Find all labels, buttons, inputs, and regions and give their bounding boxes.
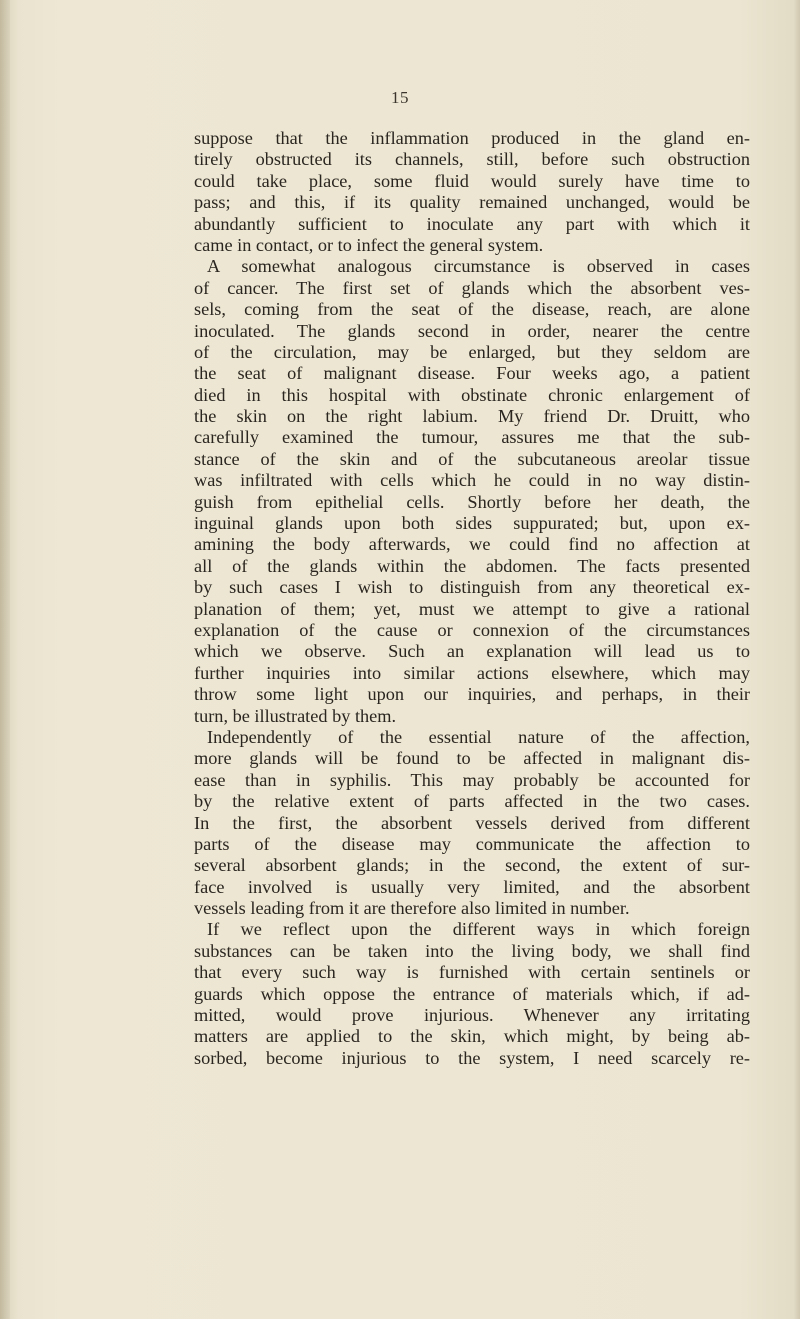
text-line: carefully examined the tumour, assures me that the sub- — [194, 427, 750, 448]
text-line: parts of the disease may communicate the affection to — [194, 833, 750, 854]
text-line: sels, coming from the seat of the disease, reach, are alone — [194, 299, 750, 320]
text-line: throw some light upon our inquiries, and perhaps, in their — [194, 684, 750, 705]
text-line: Independently of the essential nature of the affection, — [207, 726, 750, 747]
text-line: If we reflect upon the different ways in which foreign — [207, 919, 750, 940]
text-line: inoculated. The glands second in order, nearer the centre — [194, 320, 750, 341]
page-number: 15 — [391, 88, 409, 107]
body-text — [194, 128, 750, 1069]
text-line: turn, be illustrated by them. — [194, 705, 397, 726]
text-line: planation of them; yet, must we attempt to give a rational — [194, 598, 750, 619]
text-line: matters are applied to the skin, which might, by being ab- — [194, 1026, 750, 1047]
text-line: by the relative extent of parts affected in the two cases. — [194, 791, 750, 812]
text-line: by such cases I wish to distinguish from any theoretical ex- — [194, 577, 750, 598]
text-line: was infiltrated with cells which he could in no way distin- — [194, 470, 750, 491]
page-gutter-left — [0, 0, 10, 1319]
text-line: substances can be taken into the living body, we shall find — [194, 940, 750, 961]
text-line: could take place, some fluid would surely have time to — [194, 170, 750, 191]
text-line: sorbed, become injurious to the system, I need scarcely re- — [194, 1047, 750, 1068]
text-line: that every such way is furnished with certain sentinels or — [194, 962, 750, 983]
text-line: ease than in syphilis. This may probably be accounted for — [194, 769, 750, 790]
text-line: of cancer. The first set of glands which the absorbent ves- — [194, 277, 750, 298]
text-line: of the circulation, may be enlarged, but they seldom are — [194, 341, 750, 362]
text-line: several absorbent glands; in the second, the extent of sur- — [194, 855, 750, 876]
text-line: explanation of the cause or connexion of the circumstances — [194, 619, 750, 640]
text-line: stance of the skin and of the subcutaneous areolar tissue — [194, 448, 750, 469]
text-line: the seat of malignant disease. Four weeks ago, a patient — [194, 363, 750, 384]
text-line: pass; and this, if its quality remained unchanged, would be — [194, 192, 750, 213]
text-line: A somewhat analogous circumstance is observed in cases — [207, 256, 750, 277]
text-line: mitted, would prove injurious. Whenever any irritating — [194, 1005, 750, 1026]
text-line: came in contact, or to infect the general system. — [194, 234, 544, 255]
text-line: guish from epithelial cells. Shortly before her death, the — [194, 491, 750, 512]
text-line: the skin on the right labium. My friend Dr. Druitt, who — [194, 406, 750, 427]
text-line: vessels leading from it are therefore also limited in number. — [194, 898, 630, 919]
page-edge-right — [794, 0, 800, 1319]
text-line: died in this hospital with obstinate chronic enlargement of — [194, 384, 750, 405]
text-line: tirely obstructed its channels, still, before such obstruction — [194, 149, 750, 170]
text-line: guards which oppose the entrance of materials which, if ad- — [194, 983, 750, 1004]
text-line: all of the glands within the abdomen. The facts presented — [194, 555, 750, 576]
text-line: suppose that the inflammation produced in the gland en- — [194, 128, 750, 148]
text-line: further inquiries into similar actions elsewhere, which may — [194, 662, 750, 683]
text-line: which we observe. Such an explanation will lead us to — [194, 641, 750, 662]
text-line: abundantly sufficient to inoculate any part with which it — [194, 213, 750, 234]
text-line: more glands will be found to be affected in malignant dis- — [194, 748, 750, 769]
text-line: amining the body afterwards, we could find no affection at — [194, 534, 750, 555]
text-line: inguinal glands upon both sides suppurated; but, upon ex- — [194, 513, 750, 534]
text-line: face involved is usually very limited, and the absorbent — [194, 876, 750, 897]
text-line: In the first, the absorbent vessels derived from different — [194, 812, 750, 833]
